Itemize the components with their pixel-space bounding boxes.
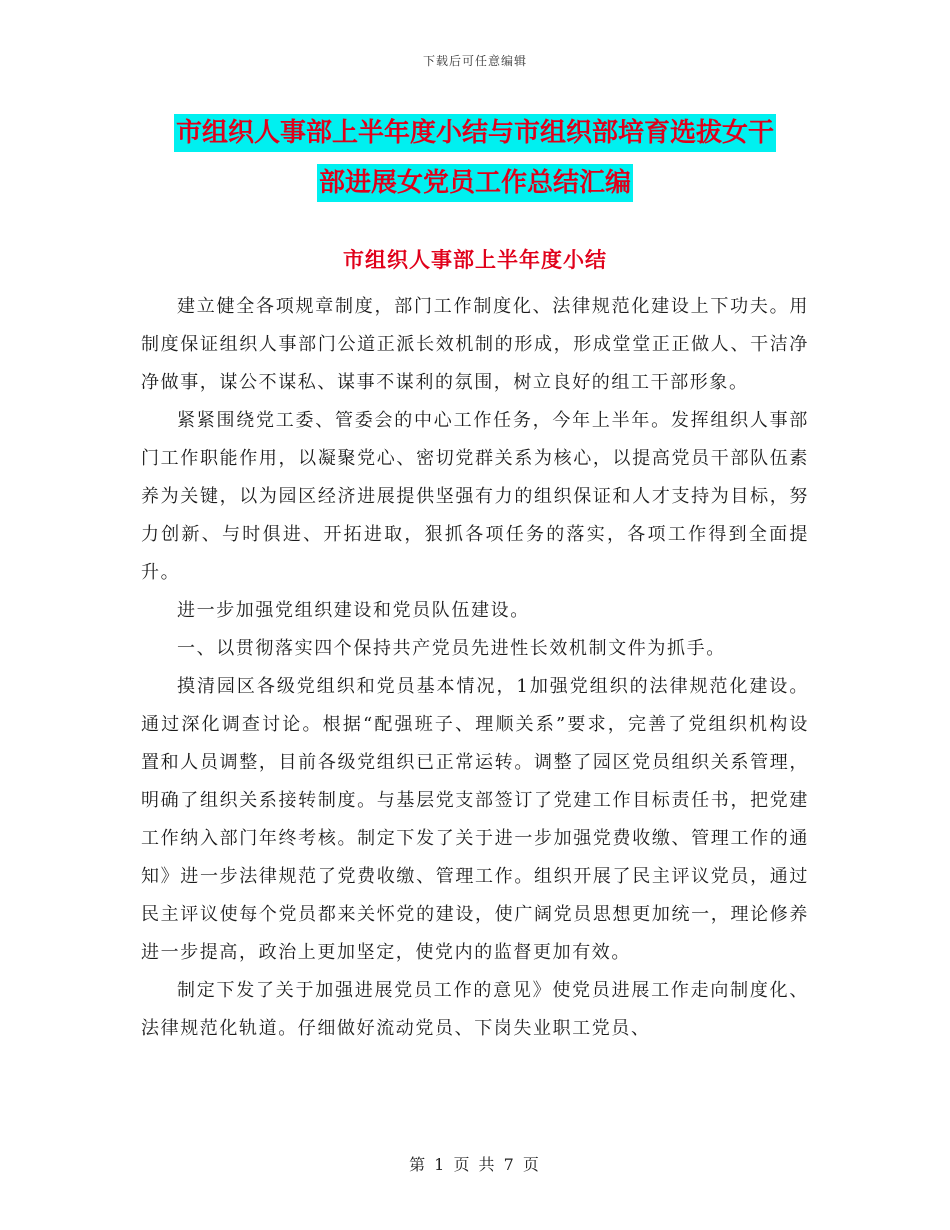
paragraph: 一、以贯彻落实四个保持共产党员先进性长效机制文件为抓手。 — [177, 638, 726, 659]
document-title-line-2: 部进展女党员工作总结汇编 — [317, 164, 633, 202]
paragraph: 建立健全各项规章制度，部门工作制度化、法律规范化建设上下功夫。用制度保证组织人事部门公道正派长效机制的形成，形成堂堂正正做人、干洁净净做事，谋公不谋私、谋事不谋利的氛围，树立良好的组工干部形象。 — [141, 296, 809, 393]
paragraph: 进一步加强党组织建设和党员队伍建设。 — [177, 600, 530, 621]
page-number-footer: 第 1 页 共 7 页 — [409, 1155, 541, 1174]
header-note: 下载后可任意编辑 — [422, 54, 527, 68]
paragraph: 制定下发了关于加强进展党员工作的意见》使党员进展工作走向制度化、法律规范化轨道。仔细做好流动党员、下岗失业职工党员、 — [141, 980, 809, 1039]
document-title — [140, 108, 810, 208]
paragraph: 摸清园区各级党组织和党员基本情况，1加强党组织的法律规范化建设。通过深化调查讨论。根据“配强班子、理顺关系”要求，完善了党组织机构设置和人员调整，目前各级党组织已正常运转。调整了园区党员组织关系管理，明确了组织关系接转制度。与基层党支部签订了党建工作目标责任书，把党建工作纳入部门年终考核。制定下发了关于进一步加强党费收缴、管理工作的通知》进一步法律规范了党费收缴、管理工作。组织开展了民主评议党员，通过民主评议使每个党员都来关怀党的建设，使广阔党员思想更加统一，理论修养进一步提高，政治上更加坚定，使党内的监督更加有效。 — [141, 676, 809, 963]
section-heading: 市组织人事部上半年度小结 — [343, 248, 607, 272]
document-title-line-1: 市组织人事部上半年度小结与市组织部培育选拔女干 — [174, 114, 776, 152]
paragraph: 紧紧围绕党工委、管委会的中心工作任务，今年上半年。发挥组织人事部门工作职能作用，以凝聚党心、密切党群关系为核心，以提高党员干部队伍素养为关键，以为园区经济进展提供坚强有力的组织保证和人才支持为目标，努力创新、与时俱进、开拓进取，狠抓各项任务的落实，各项工作得到全面提升。 — [141, 410, 809, 583]
body-text — [141, 288, 809, 1048]
